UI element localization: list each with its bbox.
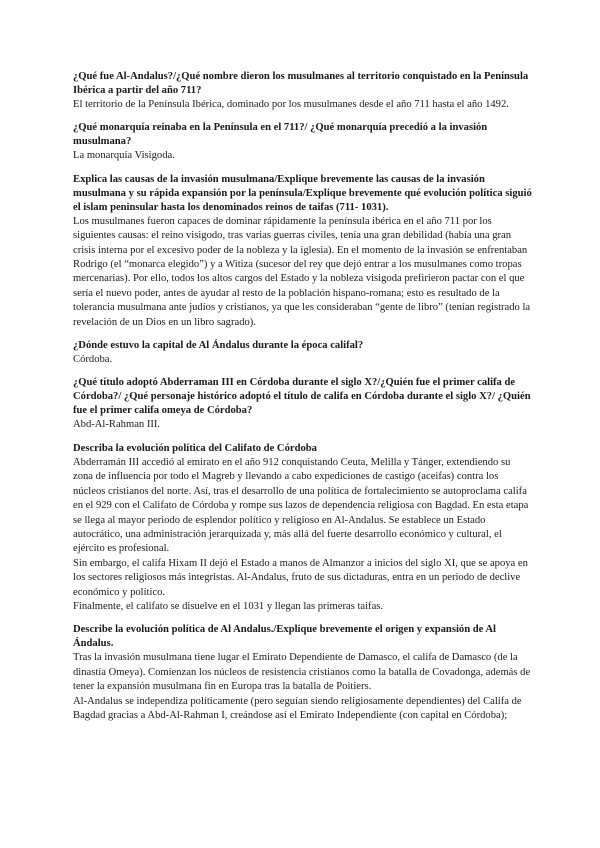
question-heading: ¿Qué fue Al-Andalus?/¿Qué nombre dieron los musulmanes al territorio conquistado en la Península Ibérica a partir del año 711? xyxy=(73,71,529,96)
question-heading: Explica las causas de la invasión musulmana/Explique brevemente las causas de la invasión musulmana y su rápida expansión por la península/Explique brevemente qué evolución política siguió el islam peninsular hasta los denominados reinos de taifas (711- 1031). xyxy=(73,173,532,213)
question-heading: Describa la evolución política del Califato de Córdoba xyxy=(73,442,317,454)
answer-paragraph: Tras la invasión musulmana tiene lugar el Emirato Dependiente de Damasco, el califa de Damasco (de la dinastía Omeya). Comienzan los núcleos de resistencia cristianos como la batalla de Covadonga, además de tener la expansión musulmana fin en Europa tras la batalla de Poitiers. xyxy=(73,652,531,693)
qa-section-capital xyxy=(73,339,532,367)
qa-section-monarquia xyxy=(73,121,532,163)
qa-section-al-andalus xyxy=(73,70,532,112)
qa-section-primer-califa xyxy=(73,376,532,432)
answer-block xyxy=(73,651,532,723)
question-heading: Describe la evolución política de Al Andalus./Explique brevemente el origen y expansión de Al Ándalus. xyxy=(73,624,496,650)
answer-paragraph: Sin embargo, el califa Hixam II dejó el Estado a manos de Almanzor a inicios del siglo XI, que se apoya en los sectores religiosos más integristas. Al-Andalus, fruto de sus dictaduras, entra en un periodo de declive económico y político. xyxy=(73,557,528,598)
answer-block xyxy=(73,215,532,330)
answer-paragraph: Finalmente, el califato se disuelve en el 1031 y llegan las primeras taifas. xyxy=(73,600,384,612)
answer-paragraph: El territorio de la Península Ibérica, dominado por los musulmanes desde el año 711 hasta el año 1492. xyxy=(73,99,509,110)
question-heading: ¿Qué monarquía reinaba en la Península en el 711?/ ¿Qué monarquía precedió a la invasión musulmana? xyxy=(73,122,488,148)
qa-section-evolucion-al-andalus xyxy=(73,623,532,723)
qa-section-califato xyxy=(73,442,532,614)
answer-paragraph: Abderramán III accedió al emirato en el año 912 conquistando Ceuta, Melilla y Tánger, extendiendo su zona de influencia por todo el Magreb y llevando a cabo expediciones de castigo (aceifas) contra los núcleos cristianos del norte. Así, tras el desarrollo de una política de fortalecimiento se autoproclama califa en el 929 con el Califato de Córdoba y rompe sus lazos de dependencia religiosa con Bagdad. En esta etapa se llega al mayor periodo de esplendor político y religioso en Al-Andalus. Se establece un Estado autocrático, una administración jerarquizada y, más allá del fuerte desarrollo económico y cultural, el ejército es profesional. xyxy=(73,456,529,555)
answer-paragraph: Córdoba. xyxy=(73,354,113,366)
answer-paragraph: Los musulmanes fueron capaces de dominar rápidamente la península ibérica en el año 711 por los siguientes causas: el reino visigodo, tras varias guerras civiles, tenía una gran debilidad (había una gran crisis interna por el excesivo poder de la nobleza y la iglesia). En el momento de la invasión se enfrentaban Rodrigo (el “monarca elegido”) y a Witiza (sucesor del rey que dejó entrar a los musulmanes como tropas mercenarias). Por ello, todos los altos cargos del Estado y la nobleza visigoda prefirieron pactar con el que sería el nuevo poder, antes de ayudar al resto de la población hispano-romana; esto es resultado de la tolerancia musulmana ante judíos y cristianos, ya que les consideraban “gente de libro” (tenían registrado la revelación de un Dios en un libro sagrado). xyxy=(73,215,531,328)
question-heading: ¿Qué título adoptó Abderraman III en Córdoba durante el siglo X?/¿Quién fue el primer califa de Córdoba?/ ¿Qué personaje histórico adoptó el título de califa en Córdoba durante el siglo X?/ ¿Quién fue el primer califa omeya de Córdoba? xyxy=(73,377,531,417)
answer-paragraph: Al-Andalus se independiza políticamente (pero seguían siendo religiosamente dependientes) del Califa de Bagdad gracias a Abd-Al-Rahman I, creándose así el Emirato Independiente (con capital en Córdoba); xyxy=(73,695,522,721)
answer-block xyxy=(73,418,532,432)
question-heading: ¿Dónde estuvo la capital de Al Ándalus durante la época califal? xyxy=(73,340,364,352)
answer-block xyxy=(73,456,532,614)
answer-paragraph: La monarquía Visigoda. xyxy=(73,150,175,162)
answer-block xyxy=(73,353,532,367)
answer-block xyxy=(73,98,532,112)
answer-block xyxy=(73,149,532,163)
answer-paragraph: Abd-Al-Rahman III. xyxy=(73,419,161,431)
qa-section-causas-invasion xyxy=(73,173,532,330)
